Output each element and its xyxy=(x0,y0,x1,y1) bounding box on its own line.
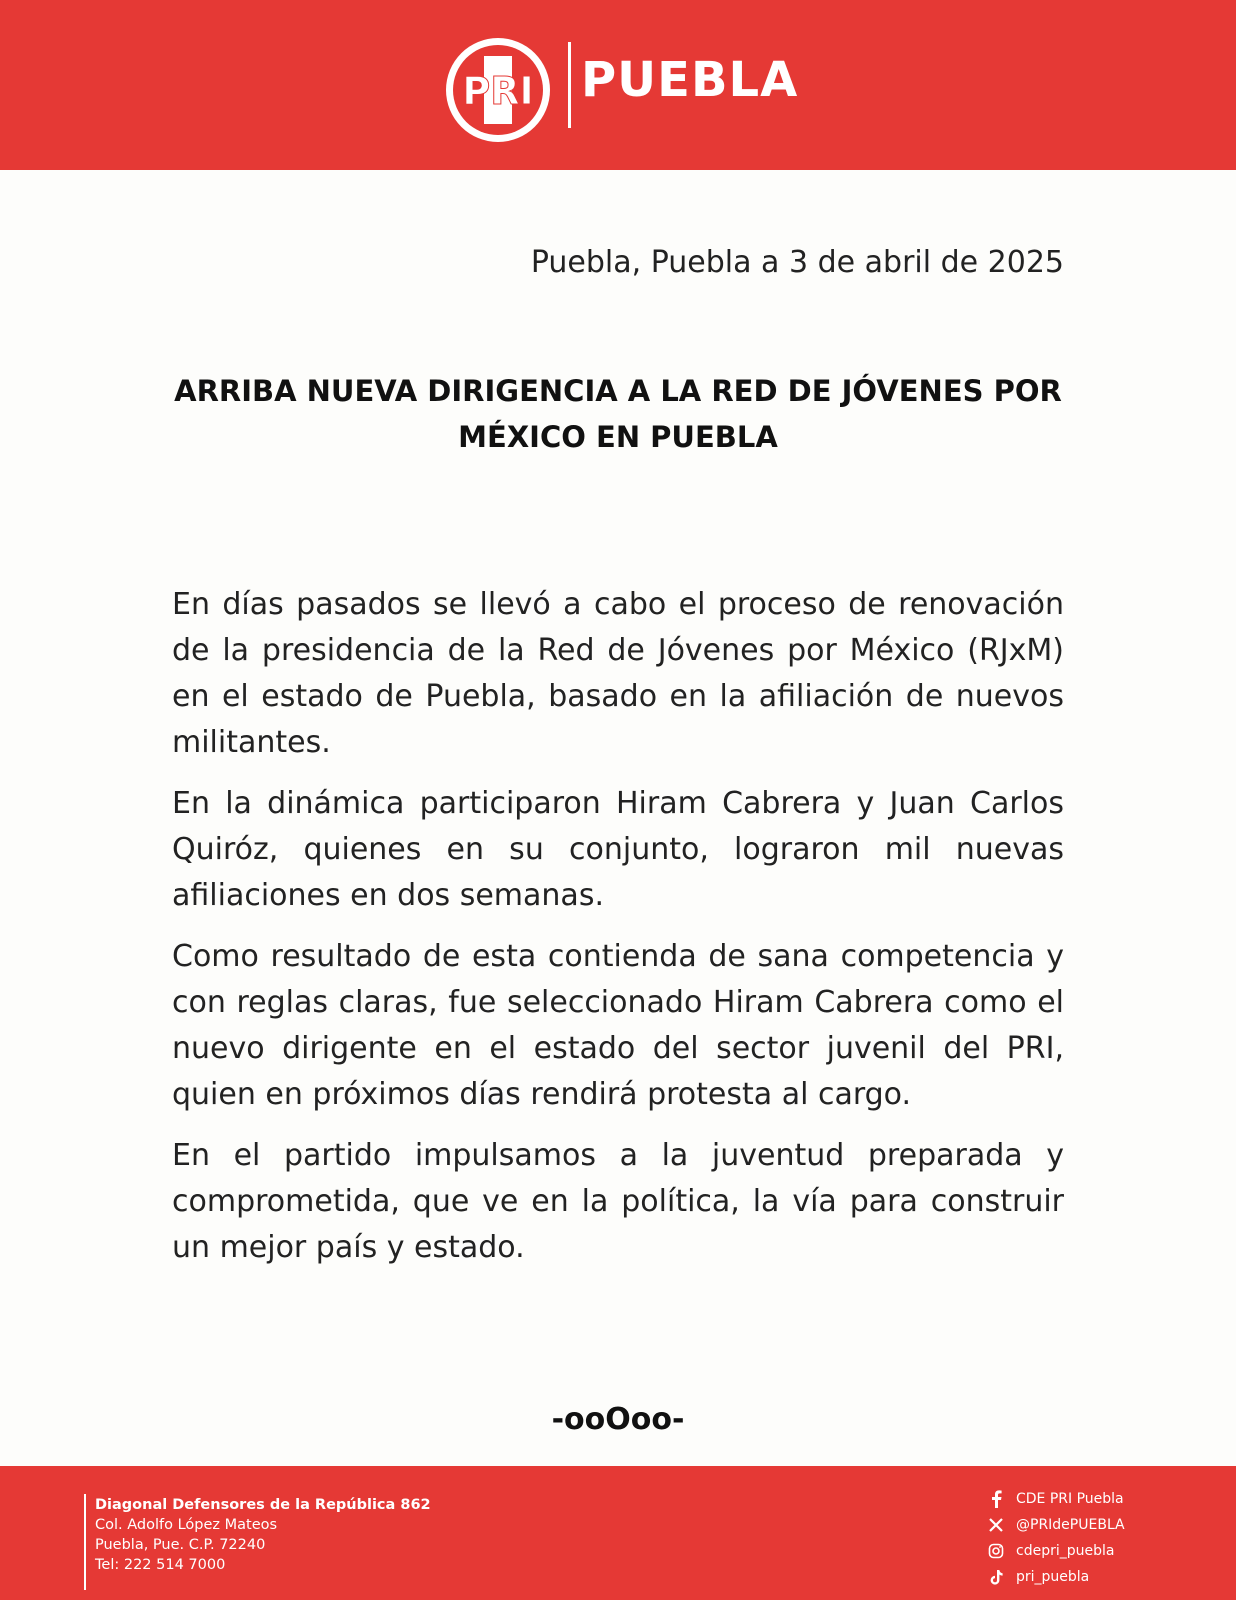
social-label-tiktok: pri_puebla xyxy=(1016,1569,1090,1585)
social-label-facebook: CDE PRI Puebla xyxy=(1016,1491,1124,1507)
address-city: Puebla, Pue. C.P. 72240 xyxy=(95,1537,266,1553)
facebook-icon xyxy=(986,1489,1006,1509)
pri-logo-seal xyxy=(444,36,552,144)
logo-divider xyxy=(568,42,571,128)
address-divider xyxy=(84,1494,86,1590)
social-facebook[interactable] xyxy=(986,1486,1125,1512)
press-body xyxy=(172,582,1064,1286)
social-x[interactable] xyxy=(986,1512,1125,1538)
body-paragraph-2: En la dinámica participaron Hiram Cabrera y Juan Carlos Quiróz, quienes en su conjunto, lograron mil nuevas afiliaciones en dos semanas. xyxy=(172,786,1064,913)
address-street: Diagonal Defensores de la República 862 xyxy=(95,1497,431,1513)
press-title xyxy=(170,368,1066,460)
social-label-x: @PRIdePUEBLA xyxy=(1016,1517,1125,1533)
address-block xyxy=(95,1495,431,1575)
address-colony: Col. Adolfo López Mateos xyxy=(95,1517,278,1533)
title-line-1: ARRIBA NUEVA DIRIGENCIA A LA RED DE JÓVENES POR xyxy=(174,374,1062,408)
body-paragraph-1: En días pasados se llevó a cabo el proceso de renovación de la presidencia de la Red de Jóvenes por México (RJxM) en el estado de Puebla, basado en la afiliación de nuevos militantes. xyxy=(172,587,1064,760)
letterhead-footer xyxy=(0,1466,1236,1600)
date-line: Puebla, Puebla a 3 de abril de 2025 xyxy=(530,245,1064,280)
letterhead-header xyxy=(0,0,1236,170)
social-tiktok[interactable] xyxy=(986,1564,1125,1590)
social-label-instagram: cdepri_puebla xyxy=(1016,1543,1115,1559)
title-line-2: MÉXICO EN PUEBLA xyxy=(458,420,778,454)
closing-mark: -ooOoo- xyxy=(551,1402,685,1437)
body-paragraph-4: En el partido impulsamos a la juventud preparada y comprometida, que ve en la política, la vía para construir un mejor país y estado. xyxy=(172,1138,1064,1265)
x-icon xyxy=(986,1515,1006,1535)
social-links xyxy=(986,1486,1125,1590)
social-instagram[interactable] xyxy=(986,1538,1125,1564)
instagram-icon xyxy=(986,1541,1006,1561)
logo-wordmark: PUEBLA xyxy=(581,52,799,108)
svg-text:PRI: PRI xyxy=(462,69,534,113)
address-phone: Tel: 222 514 7000 xyxy=(95,1557,226,1573)
tiktok-icon xyxy=(986,1567,1006,1587)
body-paragraph-3: Como resultado de esta contienda de sana competencia y con reglas claras, fue seleccionado Hiram Cabrera como el nuevo dirigente en el estado del sector juvenil del PRI, quien en próximos días rendirá protesta al cargo. xyxy=(172,939,1064,1112)
